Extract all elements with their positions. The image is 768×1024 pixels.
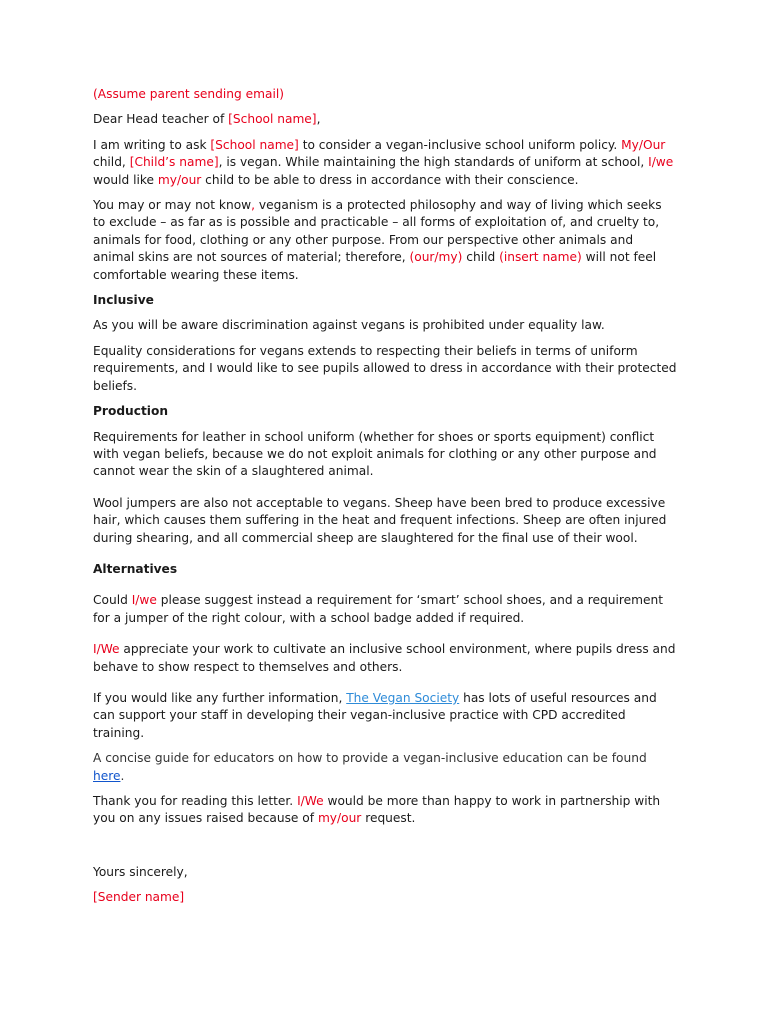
placeholder-sender-name: [Sender name] bbox=[93, 890, 185, 905]
text-run: child to be able to dress in accordance with their conscience. bbox=[201, 172, 579, 187]
paragraph-appreciation bbox=[93, 641, 677, 676]
text-run: . bbox=[120, 768, 125, 783]
text-run: I am writing to ask bbox=[93, 137, 211, 152]
letter-document bbox=[93, 86, 677, 915]
text-run: Thank you for reading this letter. bbox=[93, 794, 298, 808]
placeholder-my-our: My/Our bbox=[621, 137, 666, 152]
text-run: would like bbox=[93, 172, 158, 187]
paragraph-suggestion bbox=[93, 592, 677, 627]
paragraph-guide bbox=[93, 750, 677, 785]
heading-production: Production bbox=[93, 404, 168, 419]
placeholder-insert-name: (insert name) bbox=[499, 250, 582, 265]
text-run: child bbox=[462, 250, 500, 265]
text-run: , is vegan. While maintaining the high standards of uniform at school, bbox=[218, 155, 649, 170]
heading-alternatives: Alternatives bbox=[93, 561, 178, 576]
text-run: request. bbox=[361, 811, 416, 826]
placeholder-my-our: my/our bbox=[317, 811, 362, 826]
heading-inclusive: Inclusive bbox=[93, 293, 154, 308]
paragraph-leather: Requirements for leather in school uniform (whether for shoes or sports equipment) conflict with vegan beliefs, because we do not exploit animals for clothing or any other purpose and cannot wear the skin of a slaughtered animal. bbox=[93, 429, 657, 479]
placeholder-i-we: I/we bbox=[648, 155, 674, 170]
text-run: would be more than happy to work in partnership with you on any issues raised because of bbox=[93, 794, 661, 826]
text-run: veganism is a protected philosophy and way of living which seeks to exclude – as far as is possible and practicable – all forms of exploitation of, and cruelty to, animals for food, clothing or any other purpose. From our perspective other animals and animal skins are not sources of material; therefore, bbox=[93, 198, 662, 265]
text-run: You may or may not know bbox=[93, 198, 252, 213]
red-comma: , bbox=[251, 198, 255, 213]
vegan-society-link[interactable]: The Vegan Society bbox=[346, 690, 460, 705]
greeting bbox=[93, 111, 677, 128]
text-run: A concise guide for educators on how to provide a vegan-inclusive education can be found bbox=[93, 751, 647, 766]
placeholder-our-my: (our/my) bbox=[409, 250, 463, 265]
text-run: child, bbox=[93, 155, 130, 170]
text-run: to consider a vegan-inclusive school uniform policy. bbox=[298, 137, 622, 152]
text-run: Could bbox=[93, 593, 132, 608]
signoff: Yours sincerely, bbox=[93, 864, 188, 879]
paragraph-veganism bbox=[93, 197, 677, 284]
placeholder-my-our: my/our bbox=[157, 172, 202, 187]
placeholder-school-name: [School name] bbox=[210, 137, 299, 152]
guide-here-link[interactable]: here bbox=[93, 768, 121, 783]
placeholder-i-we: I/We bbox=[297, 794, 324, 808]
greeting-suffix: , bbox=[316, 112, 321, 127]
paragraph-equality-considerations: Equality considerations for vegans extends to respecting their beliefs in terms of uniform requirements, and I would like to see pupils allowed to dress in accordance with their protected beliefs. bbox=[93, 343, 677, 393]
paragraph-further-info bbox=[93, 690, 677, 742]
sending-note bbox=[93, 86, 677, 103]
text-run: will not feel comfortable wearing these items. bbox=[93, 250, 657, 282]
placeholder-i-we: I/we bbox=[131, 593, 157, 608]
greeting-prefix: Dear Head teacher of bbox=[93, 112, 229, 127]
paragraph-wool: Wool jumpers are also not acceptable to vegans. Sheep have been bred to produce excessive hair, which causes them suffering in the heat and frequent infections. Sheep are often injured during shearing, and all commercial sheep are slaughtered for the final use of their wool. bbox=[93, 495, 667, 545]
paragraph-equality-law: As you will be aware discrimination against vegans is prohibited under equality law. bbox=[93, 318, 605, 333]
text-run: please suggest instead a requirement for ‘smart’ school shoes, and a requirement for a jumper of the right colour, with a school badge added if required. bbox=[93, 593, 663, 625]
placeholder-school-name: [School name] bbox=[228, 112, 317, 127]
text-run: appreciate your work to cultivate an inclusive school environment, where pupils dress and behave to show respect to themselves and others. bbox=[93, 642, 676, 674]
sending-note-text: (Assume parent sending email) bbox=[93, 87, 284, 101]
text-run: has lots of useful resources and can support your staff in developing their vegan-inclusive practice with CPD accredited training. bbox=[93, 690, 657, 740]
placeholder-child-name: [Child’s name] bbox=[129, 155, 219, 170]
paragraph-thanks bbox=[93, 793, 677, 828]
placeholder-i-we: I/We bbox=[93, 642, 120, 657]
text-run: If you would like any further information, bbox=[93, 690, 347, 705]
paragraph-request bbox=[93, 137, 677, 189]
